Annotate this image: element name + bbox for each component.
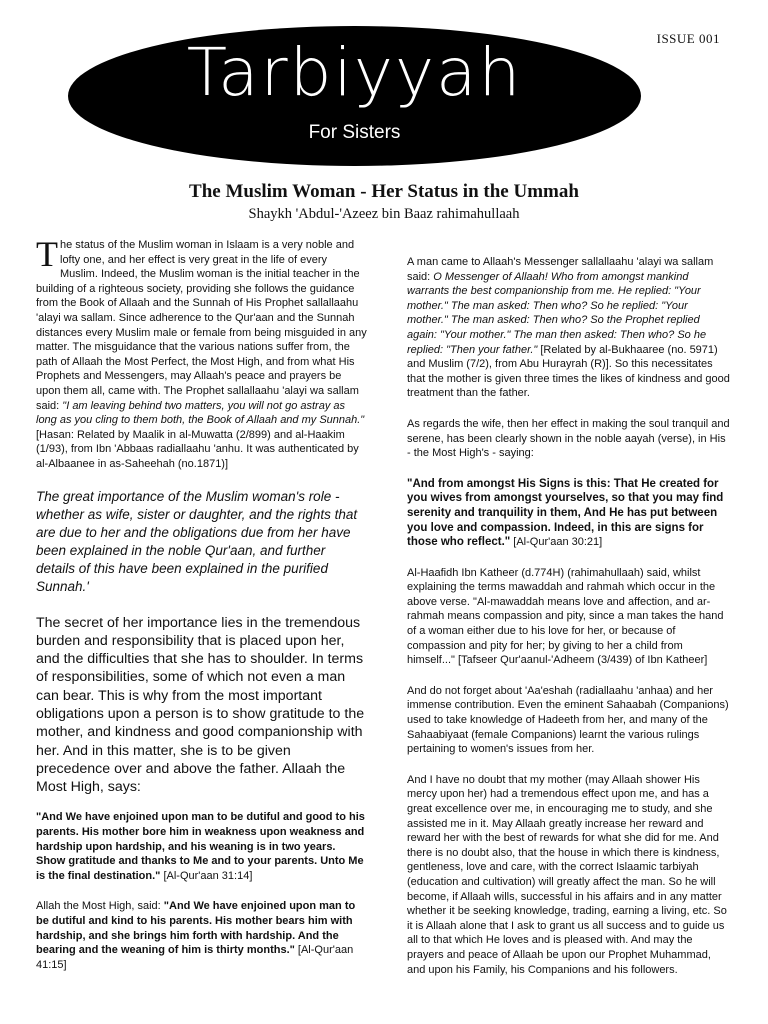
paragraph-wife: As regards the wife, then her effect in making the soul tranquil and serene, has been clearly shown in the noble aayah (verse), in His - the Most High's - saying: (407, 417, 730, 460)
article-title: The Muslim Woman - Her Status in the Ummah (189, 181, 579, 202)
paragraph-hadith-mother (407, 255, 731, 401)
paragraph-verse-30-21 (407, 477, 731, 550)
verse-quote: "And We have enjoined upon man to be dutiful and good to his parents. His mother bore him in weakness upon weakness and hardship upon hardship, and his weaning is in two years. Show gratitude and thanks to Me and to your parents. Unto Me is the final destination." (36, 811, 365, 882)
left-column (36, 234, 367, 988)
drop-cap: T (36, 234, 58, 274)
paragraph-text: Allah the Most High, said: (36, 900, 164, 913)
paragraph-secret: The secret of her importance lies in the tremendous burden and responsibility that is placed upon her, and the difficulties that she has to shoulder. In terms of responsibilities, some of which not even a man can bear. This is why from the most important obligations upon a person is to show gratitude to the mother, and kindness and good companionship with her. And in this matter, she is to be given precedence over and above the father. Allaah the Most High, says: (36, 614, 365, 796)
masthead-banner (68, 26, 641, 166)
paragraph-importance: The great importance of the Muslim woman's role - whether as wife, sister or daughter, and the rights that are due to her and the obligations due from her have been explained in the noble Qur'aan, and further details of this have been explained in the purified Sunnah.' (36, 488, 358, 594)
paragraph-verse-41-15 (36, 899, 367, 972)
hadith-quote: "I am leaving behind two matters, you will not go astray as long as you cling to them both, the Book of Allaah and my Sunnah." (36, 399, 365, 427)
paragraph-verse-31-14 (36, 810, 367, 883)
paragraph-mother-effect: And I have no doubt that my mother (may Allaah shower His mercy upon her) had a tremendous effect upon me, and has a great excellence over me, in encouraging me to study, and she assisted me in it. May Allaah greatly increase her reward and reward her with the best of rewards for what she did for me. And there is no doubt also, that the house in which there is kindness, gentleness, love and care, with the correct Islaamic tarbiyah (education and cultivation) will greatly affect the man. So he will become, if Allaah wills, successful in his affairs and in any matter whether it be seeking knowledge, trading, earning a living, etc. So it is Allaah alone that I ask to grant us all success and to guide us all to that which He loves and is pleased with. And may the prayers and peace of Allaah be upon our Prophet Muhammad, and upon his Family, his Companions and his followers. (407, 773, 727, 976)
verse-citation: [Al-Qur'aan 41:15] (36, 944, 354, 971)
masthead-title: Tarbiyyah (186, 34, 523, 111)
right-column (407, 255, 731, 993)
verse-quote: "And from amongst His Signs is this: That He created for you wives from amongst yourselves, so that you may find serenity and tranquility in them, And He has put between you love and compassion. Indeed, in this are signs for those who reflect." (407, 477, 724, 549)
paragraph-text: he status of the Muslim woman in Islaam is a very noble and lofty one, and her effect is very great in the life of every Muslim. Indeed, the Muslim woman is the initial teacher in the building of a righteous society, providing she follows the guidance from the Book of Allaah and the Sunnah of His Prophet sallallaahu 'alayi wa sallam. Since adherence to the Qur'aan and the Sunnah distances every Muslim male or female from being misguided in any matter. The misguidance that the various nations suffer from, the path of Allaah the Most Perfect, the Most High, and from what His Prophets and Messengers, may Allaah's peace and prayers be upon them all, came with. The Prophet sallallaahu 'alayi wa sallam said: (36, 239, 367, 412)
verse-citation: [Al-Qur'aan 30:21] (510, 536, 603, 549)
article-byline: Shaykh 'Abdul-'Azeez bin Baaz rahimahullaah (248, 206, 520, 222)
paragraph-intro (36, 234, 367, 472)
verse-quote: "And We have enjoined upon man to be dutiful and kind to his parents. His mother bears him with hardship, and she brings him forth with hardship. And the bearing and the weaning of him is thirty months." (36, 900, 356, 957)
issue-number: ISSUE 001 (656, 31, 720, 46)
paragraph-aaeshah: And do not forget about 'Aa'eshah (radiallaahu 'anhaa) and her immense contribution. Even the eminent Sahaabah (Companions) used to take knowledge of Hadeeth from her, and many of the Sahaabiyaat (female Companions) learnt the various rulings pertaining to women's issues from her. (407, 684, 729, 756)
paragraph-ibn-katheer: Al-Haafidh Ibn Katheer (d.774H) (rahimahullaah) said, whilst explaining the terms mawaddah and rahmah which occur in the above verse. "Al-mawaddah means love and affection, and ar-rahmah means compassion and pity, since a man takes the hand of a woman either due to his love for her, or because of compassion and pity for her; by giving to her a child from himself..." [Tafseer Qur'aanul-'Adheem (3/439) of Ibn Katheer] (407, 566, 724, 667)
hadith-quote: O Messenger of Allaah! Who from amongst mankind warrants the best companionship from me. He replied: "Your mother." The man asked: Then who? So he replied: "Your mother." The man asked: Then who? So the Prophet replied again: "Your mother." The man then asked: Then who? So he replied: "Then your father." (407, 270, 707, 356)
masthead-subtitle: For Sisters (308, 122, 401, 143)
citation: [Hasan: Related by Maalik in al-Muwatta (2/899) and al-Haakim (1/93), from Ibn 'Abbaas radiallaahu 'anhu. It was authenticated by al-Albaanee in as-Saheehah (no.1871)] (36, 428, 359, 470)
paragraph-text: A man came to Allaah's Messenger sallallaahu 'alayi wa sallam said: (407, 256, 714, 283)
verse-citation: [Al-Qur'aan 31:14] (160, 869, 253, 882)
citation: [Related by al-Bukhaaree (no. 5971) and Muslim (7/2), from Abu Hurayrah (R)]. So this necessitates that the mother is given three times the likes of kindness and good treatment than the father. (407, 343, 730, 400)
